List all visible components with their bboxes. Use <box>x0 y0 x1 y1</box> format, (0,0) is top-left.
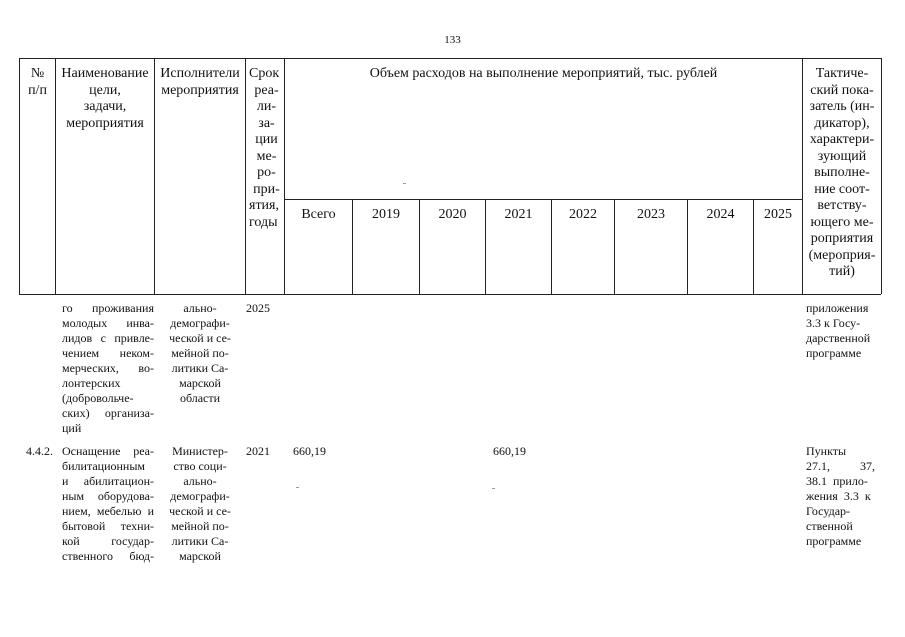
header-col-total: Всего <box>301 207 336 222</box>
scan-speck <box>492 488 495 489</box>
col-border-13 <box>881 58 882 294</box>
row-indicator-line: жения 3.3 к <box>806 489 871 503</box>
row-name-line: ций <box>62 421 82 435</box>
header-col-term-line: ме- <box>256 148 277 164</box>
row-executor-line: литики Са- <box>171 534 229 548</box>
row-indicator-line: программе <box>806 534 862 548</box>
header-col-2022: 2022 <box>569 207 597 222</box>
header-col-indicator-line: ние соот- <box>814 181 870 197</box>
row-executor <box>157 301 243 406</box>
row-name-line: Оснащение реа- <box>62 444 154 458</box>
row-indicator <box>806 444 878 549</box>
row-indicator-line: 3.3 к Госу- <box>806 316 861 330</box>
header-expenses-title: Объем расходов на выполнение мероприятий, тыс. рублей <box>369 66 718 81</box>
header-col-number <box>20 66 55 99</box>
row-executor <box>157 444 243 564</box>
row-executor-line: ство соци- <box>173 459 227 473</box>
header-col-indicator-line: (мероприя- <box>808 247 876 263</box>
header-col-term-line: реа- <box>254 82 279 98</box>
row-indicator-line: 27.1, 37, <box>806 459 875 473</box>
row-indicator-line: Пункты <box>806 444 847 458</box>
row-name-line: кой государ- <box>62 534 154 548</box>
header-col-number-line: п/п <box>28 82 47 98</box>
row-executor-line: ческой и се- <box>169 504 231 518</box>
header-col-indicator-line: ский пока- <box>810 82 874 98</box>
row-name-line: го проживания <box>62 301 154 315</box>
header-col-indicator-line: роприятия <box>810 231 874 246</box>
row-executor-line: ально- <box>183 474 217 488</box>
header-col-indicator-line: ветству- <box>817 198 867 213</box>
scan-speck <box>403 183 406 184</box>
header-col-indicator <box>803 66 881 281</box>
header-col-term-line: Срок <box>249 66 280 81</box>
row-name-line: бытовой техни- <box>62 519 154 533</box>
row-name-line: ным оборудова- <box>62 489 154 503</box>
header-col-executors <box>155 66 245 99</box>
row-executor-line: ческой и се- <box>169 331 231 345</box>
header-col-term <box>249 66 284 231</box>
row-indicator-line: 38.1 прило- <box>806 474 868 488</box>
row-executor-line: марской <box>179 549 221 563</box>
header-col-name <box>56 66 154 132</box>
col-border-4 <box>284 58 285 294</box>
row-name-line: чением неком- <box>62 346 154 360</box>
row-name-line: ственного бюд- <box>62 549 154 563</box>
header-col-2024: 2024 <box>706 207 735 222</box>
header-col-executors-line: Исполнители <box>160 66 240 81</box>
header-col-name-line: задачи, <box>83 99 127 114</box>
header-col-executors-line: мероприятия <box>161 82 239 98</box>
row-executor-line: ально- <box>183 301 217 315</box>
row-term: 2025 <box>246 301 270 315</box>
row-name <box>62 444 154 564</box>
header-col-2019: 2019 <box>372 207 400 222</box>
row-name-line: (добровольче- <box>62 391 134 405</box>
year-row-border <box>284 199 802 200</box>
row-2021: 660,19 <box>493 444 526 458</box>
header-col-number-line: № <box>30 66 45 81</box>
row-term: 2021 <box>246 444 270 458</box>
header-col-indicator-line: тий) <box>829 264 855 279</box>
row-executor-line: марской <box>179 376 221 390</box>
row-executor-line: Министер- <box>172 444 228 458</box>
row-name-line: лидов с привле- <box>62 331 154 345</box>
row-executor-line: демографи- <box>170 489 230 503</box>
row-number: 4.4.2. <box>26 444 53 458</box>
header-col-term-line: годы <box>249 214 278 230</box>
row-indicator-line: Государ- <box>806 504 851 518</box>
row-total: 660,19 <box>293 444 326 458</box>
header-col-2020: 2020 <box>438 207 467 222</box>
row-name <box>62 301 154 436</box>
row-executor-line: литики Са- <box>171 361 229 375</box>
row-name-line: нием, мебелью и <box>62 504 154 518</box>
header-col-indicator-line: зующий <box>817 148 867 164</box>
row-indicator-line: ственной <box>806 519 853 533</box>
header-col-name-line: Наименование <box>61 66 149 81</box>
header-bottom-border <box>19 294 881 295</box>
page-number: 133 <box>444 34 461 46</box>
row-name-line: лонтерских <box>62 376 121 390</box>
header-col-indicator-line: Тактиче- <box>815 66 869 81</box>
scan-speck <box>296 487 299 488</box>
header-col-term-line: ятия, <box>249 198 279 213</box>
header-col-term-line: за- <box>258 115 275 131</box>
row-executor-line: области <box>179 391 221 405</box>
row-name-line: мерческих, во- <box>62 361 154 375</box>
col-border-3 <box>245 58 246 294</box>
header-col-name-line: цели, <box>89 82 121 98</box>
row-executor-line: демографи- <box>170 316 230 330</box>
header-col-2025: 2025 <box>764 207 792 222</box>
header-col-2023: 2023 <box>637 207 665 222</box>
header-col-term-line: ли- <box>256 99 277 114</box>
row-indicator-line: дарственной <box>806 331 871 345</box>
header-col-name-line: мероприятия <box>66 115 144 131</box>
row-executor-line: мейной по- <box>171 519 229 533</box>
header-col-indicator-line: характери- <box>809 132 875 147</box>
header-col-term-line: при- <box>253 181 280 197</box>
header-col-2021: 2021 <box>504 207 533 222</box>
table-top-border <box>19 58 881 59</box>
row-name-line: билитационным <box>62 459 145 473</box>
header-col-indicator-line: дикатор), <box>814 115 870 131</box>
row-executor-line: мейной по- <box>171 346 229 360</box>
header-col-indicator-line: ющего ме- <box>810 214 874 230</box>
header-col-term-line: ро- <box>257 165 276 180</box>
row-name-line: молодых инва- <box>62 316 154 330</box>
row-name-line: и абилитацион- <box>62 474 154 488</box>
header-col-term-line: ции <box>255 132 278 147</box>
row-indicator <box>806 301 878 361</box>
header-col-indicator-line: затель (ин- <box>809 99 875 114</box>
header-col-indicator-line: выполне- <box>814 165 870 180</box>
row-name-line: ских) организа- <box>62 406 154 420</box>
row-indicator-line: программе <box>806 346 862 360</box>
row-indicator-line: приложения <box>806 301 869 315</box>
